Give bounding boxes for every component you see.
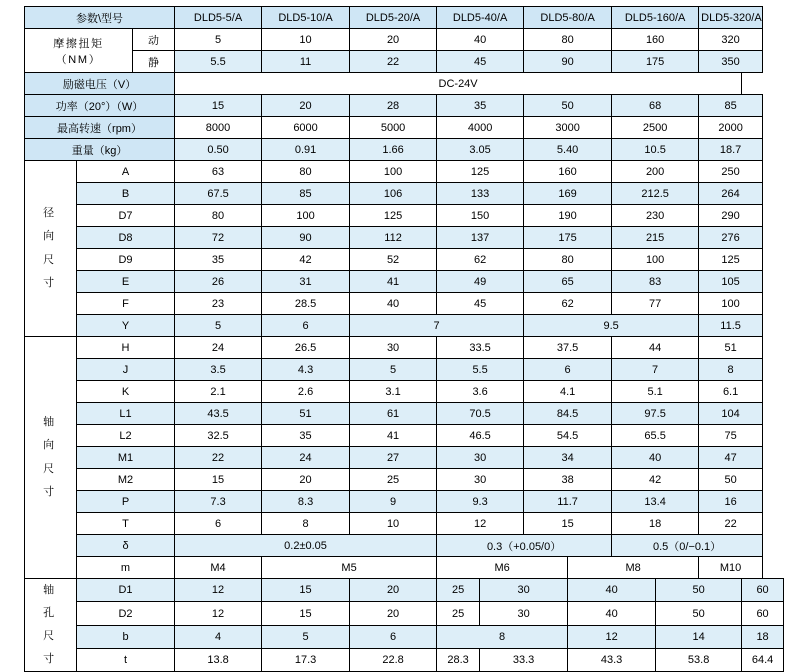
torque-static-2: 11 xyxy=(262,51,350,73)
bore-b-7: 18 xyxy=(742,625,784,648)
radial-e-5: 65 xyxy=(524,271,612,293)
radial-e-7: 105 xyxy=(699,271,763,293)
weight-7: 18.7 xyxy=(699,139,763,161)
axial-m-1: M4 xyxy=(175,557,262,579)
torque-static-5: 90 xyxy=(524,51,612,73)
radial-b-4: 133 xyxy=(437,183,524,205)
torque-dynamic-1: 5 xyxy=(175,29,262,51)
bore-t-1: 13.8 xyxy=(175,649,262,672)
power-3: 28 xyxy=(350,95,437,117)
radial-row-d9 xyxy=(25,249,784,271)
power-6: 68 xyxy=(612,95,699,117)
bore-t-6: 43.3 xyxy=(568,649,656,672)
radial-b-2: 85 xyxy=(262,183,350,205)
axial-row-j xyxy=(25,359,784,381)
table-header-row xyxy=(25,7,784,29)
radial-row-b xyxy=(25,183,784,205)
axial-p-4: 9.3 xyxy=(437,491,524,513)
axial-l1-5: 84.5 xyxy=(524,403,612,425)
radial-d9-2: 42 xyxy=(262,249,350,271)
torque-static-label: 静 xyxy=(133,51,175,73)
bore-d2-5: 30 xyxy=(480,602,568,625)
torque-static-3: 22 xyxy=(350,51,437,73)
bore-d2-3: 20 xyxy=(350,602,437,625)
axial-j-7: 8 xyxy=(699,359,763,381)
axial-l2-2: 35 xyxy=(262,425,350,447)
axial-l2-6: 65.5 xyxy=(612,425,699,447)
radial-label-d9: D9 xyxy=(77,249,175,271)
axial-t-6: 18 xyxy=(612,513,699,535)
bore-t-7: 53.8 xyxy=(656,649,742,672)
torque-dynamic-label: 动 xyxy=(133,29,175,51)
radial-d8-1: 72 xyxy=(175,227,262,249)
radial-d7-7: 290 xyxy=(699,205,763,227)
axial-k-4: 3.6 xyxy=(437,381,524,403)
specification-table xyxy=(24,6,784,672)
radial-b-5: 169 xyxy=(524,183,612,205)
bore-d1-3: 20 xyxy=(350,579,437,602)
radial-d7-1: 80 xyxy=(175,205,262,227)
bore-d1-1: 12 xyxy=(175,579,262,602)
axial-p-2: 8.3 xyxy=(262,491,350,513)
radial-f-4: 45 xyxy=(437,293,524,315)
radial-d9-5: 80 xyxy=(524,249,612,271)
speed-1: 8000 xyxy=(175,117,262,139)
bore-b-1: 4 xyxy=(175,625,262,648)
axial-t-4: 12 xyxy=(437,513,524,535)
bore-label-b: b xyxy=(77,625,175,648)
axial-l1-2: 51 xyxy=(262,403,350,425)
radial-e-1: 26 xyxy=(175,271,262,293)
radial-e-3: 41 xyxy=(350,271,437,293)
weight-1: 0.50 xyxy=(175,139,262,161)
power-7: 85 xyxy=(699,95,763,117)
axial-j-6: 7 xyxy=(612,359,699,381)
bore-b-5: 12 xyxy=(568,625,656,648)
axial-m1-2: 24 xyxy=(262,447,350,469)
bore-group-char-1: 轴 xyxy=(43,584,58,596)
radial-b-6: 212.5 xyxy=(612,183,699,205)
axial-t-2: 8 xyxy=(262,513,350,535)
bore-b-6: 14 xyxy=(656,625,742,648)
axial-h-4: 33.5 xyxy=(437,337,524,359)
power-row xyxy=(25,95,784,117)
axial-l1-1: 43.5 xyxy=(175,403,262,425)
bore-label-d1: D1 xyxy=(77,579,175,602)
voltage-row xyxy=(25,73,784,95)
axial-label-m: m xyxy=(77,557,175,579)
axial-row-m xyxy=(25,557,784,579)
torque-dynamic-6: 160 xyxy=(612,29,699,51)
radial-e-6: 83 xyxy=(612,271,699,293)
power-2: 20 xyxy=(262,95,350,117)
torque-static-7: 350 xyxy=(699,51,763,73)
axial-m2-5: 38 xyxy=(524,469,612,491)
radial-f-7: 100 xyxy=(699,293,763,315)
axial-m2-4: 30 xyxy=(437,469,524,491)
axial-j-4: 5.5 xyxy=(437,359,524,381)
axial-row-k xyxy=(25,381,784,403)
header-model-1: DLD5-5/A xyxy=(175,7,262,29)
torque-static-4: 45 xyxy=(437,51,524,73)
axial-j-5: 6 xyxy=(524,359,612,381)
axial-l2-7: 75 xyxy=(699,425,763,447)
radial-f-6: 77 xyxy=(612,293,699,315)
axial-label-j: J xyxy=(77,359,175,381)
axial-row-h xyxy=(25,337,784,359)
bore-row-b xyxy=(25,625,784,648)
axial-row-p xyxy=(25,491,784,513)
axial-label-m1: M1 xyxy=(77,447,175,469)
speed-3: 5000 xyxy=(350,117,437,139)
radial-d9-1: 35 xyxy=(175,249,262,271)
radial-group-char-2: 向 xyxy=(43,230,58,243)
radial-d9-6: 100 xyxy=(612,249,699,271)
header-model-7: DLD5-320/A xyxy=(699,7,763,29)
weight-6: 10.5 xyxy=(612,139,699,161)
voltage-label: 励磁电压（V） xyxy=(25,73,175,95)
axial-k-7: 6.1 xyxy=(699,381,763,403)
axial-label-l2: L2 xyxy=(77,425,175,447)
axial-delta-3: 0.5（0/−0.1） xyxy=(612,535,763,557)
bore-d2-6: 40 xyxy=(568,602,656,625)
bore-t-4: 28.3 xyxy=(437,649,480,672)
axial-m2-3: 25 xyxy=(350,469,437,491)
weight-4: 3.05 xyxy=(437,139,524,161)
bore-d2-2: 15 xyxy=(262,602,350,625)
weight-5: 5.40 xyxy=(524,139,612,161)
speed-2: 6000 xyxy=(262,117,350,139)
axial-p-5: 11.7 xyxy=(524,491,612,513)
weight-label: 重量（kg） xyxy=(25,139,175,161)
radial-group-char-4: 寸 xyxy=(43,276,58,289)
radial-y-5: 11.5 xyxy=(699,315,763,337)
axial-label-k: K xyxy=(77,381,175,403)
axial-m2-6: 42 xyxy=(612,469,699,491)
torque-static-6: 175 xyxy=(612,51,699,73)
axial-m1-6: 40 xyxy=(612,447,699,469)
axial-delta-2: 0.3（+0.05/0） xyxy=(437,535,612,557)
axial-t-5: 15 xyxy=(524,513,612,535)
radial-d8-4: 137 xyxy=(437,227,524,249)
radial-y-1: 5 xyxy=(175,315,262,337)
radial-f-2: 28.5 xyxy=(262,293,350,315)
axial-p-1: 7.3 xyxy=(175,491,262,513)
radial-f-3: 40 xyxy=(350,293,437,315)
axial-l2-3: 41 xyxy=(350,425,437,447)
bore-d2-7: 50 xyxy=(656,602,742,625)
axial-m-5: M10 xyxy=(699,557,763,579)
header-param-label: 参数\型号 xyxy=(25,7,175,29)
radial-d9-3: 52 xyxy=(350,249,437,271)
torque-static-row xyxy=(25,51,784,73)
bore-d1-7: 50 xyxy=(656,579,742,602)
speed-5: 3000 xyxy=(524,117,612,139)
radial-a-1: 63 xyxy=(175,161,262,183)
bore-t-3: 22.8 xyxy=(350,649,437,672)
axial-m2-7: 50 xyxy=(699,469,763,491)
radial-a-7: 250 xyxy=(699,161,763,183)
radial-d8-7: 276 xyxy=(699,227,763,249)
axial-m-4: M8 xyxy=(568,557,699,579)
axial-j-1: 3.5 xyxy=(175,359,262,381)
axial-label-l1: L1 xyxy=(77,403,175,425)
radial-group-label xyxy=(25,161,77,337)
axial-p-7: 16 xyxy=(699,491,763,513)
speed-row xyxy=(25,117,784,139)
radial-d7-3: 125 xyxy=(350,205,437,227)
radial-a-5: 160 xyxy=(524,161,612,183)
axial-l2-5: 54.5 xyxy=(524,425,612,447)
torque-dynamic-5: 80 xyxy=(524,29,612,51)
radial-d8-2: 90 xyxy=(262,227,350,249)
torque-group-line2: （NM） xyxy=(55,53,102,66)
power-label: 功率（20°）（W） xyxy=(25,95,175,117)
bore-row-t xyxy=(25,649,784,672)
radial-f-1: 23 xyxy=(175,293,262,315)
bore-t-8: 64.4 xyxy=(742,649,784,672)
radial-row-f xyxy=(25,293,784,315)
axial-m-2: M5 xyxy=(262,557,437,579)
axial-h-7: 51 xyxy=(699,337,763,359)
radial-y-3: 7 xyxy=(350,315,524,337)
radial-d8-6: 215 xyxy=(612,227,699,249)
radial-group-char-3: 尺 xyxy=(43,253,58,266)
radial-label-d8: D8 xyxy=(77,227,175,249)
axial-l1-4: 70.5 xyxy=(437,403,524,425)
axial-t-1: 6 xyxy=(175,513,262,535)
header-model-2: DLD5-10/A xyxy=(262,7,350,29)
bore-d1-2: 15 xyxy=(262,579,350,602)
radial-label-y: Y xyxy=(77,315,175,337)
axial-label-h: H xyxy=(77,337,175,359)
axial-row-delta xyxy=(25,535,784,557)
radial-d7-2: 100 xyxy=(262,205,350,227)
axial-group-char-1: 轴 xyxy=(43,416,58,429)
bore-d2-1: 12 xyxy=(175,602,262,625)
radial-label-f: F xyxy=(77,293,175,315)
radial-b-7: 264 xyxy=(699,183,763,205)
speed-7: 2000 xyxy=(699,117,763,139)
radial-e-4: 49 xyxy=(437,271,524,293)
axial-label-m2: M2 xyxy=(77,469,175,491)
axial-group-char-2: 向 xyxy=(43,439,58,452)
axial-group-label xyxy=(25,337,77,579)
axial-k-1: 2.1 xyxy=(175,381,262,403)
bore-d1-4: 25 xyxy=(437,579,480,602)
axial-m1-4: 30 xyxy=(437,447,524,469)
axial-j-3: 5 xyxy=(350,359,437,381)
header-model-4: DLD5-40/A xyxy=(437,7,524,29)
voltage-value: DC-24V xyxy=(175,73,742,95)
radial-label-e: E xyxy=(77,271,175,293)
axial-m1-7: 47 xyxy=(699,447,763,469)
axial-row-l2 xyxy=(25,425,784,447)
radial-group-char-1: 径 xyxy=(43,207,58,220)
bore-b-2: 5 xyxy=(262,625,350,648)
radial-a-3: 100 xyxy=(350,161,437,183)
speed-6: 2500 xyxy=(612,117,699,139)
bore-group-label xyxy=(25,579,77,672)
radial-row-y xyxy=(25,315,784,337)
radial-a-6: 200 xyxy=(612,161,699,183)
axial-k-2: 2.6 xyxy=(262,381,350,403)
radial-y-4: 9.5 xyxy=(524,315,699,337)
header-model-3: DLD5-20/A xyxy=(350,7,437,29)
bore-t-2: 17.3 xyxy=(262,649,350,672)
axial-m2-1: 15 xyxy=(175,469,262,491)
power-4: 35 xyxy=(437,95,524,117)
bore-group-char-2: 孔 xyxy=(43,607,58,620)
torque-group-label xyxy=(25,29,133,73)
axial-l2-4: 46.5 xyxy=(437,425,524,447)
axial-k-3: 3.1 xyxy=(350,381,437,403)
bore-d1-8: 60 xyxy=(742,579,784,602)
axial-l1-7: 104 xyxy=(699,403,763,425)
bore-b-3: 6 xyxy=(350,625,437,648)
speed-label: 最高转速（rpm） xyxy=(25,117,175,139)
power-1: 15 xyxy=(175,95,262,117)
radial-row-d7 xyxy=(25,205,784,227)
speed-4: 4000 xyxy=(437,117,524,139)
axial-group-char-4: 寸 xyxy=(43,485,58,498)
torque-group-line1: 摩擦扭矩 xyxy=(53,37,104,50)
radial-f-5: 62 xyxy=(524,293,612,315)
radial-b-3: 106 xyxy=(350,183,437,205)
axial-m1-1: 22 xyxy=(175,447,262,469)
axial-m2-2: 20 xyxy=(262,469,350,491)
axial-row-m1 xyxy=(25,447,784,469)
torque-static-1: 5.5 xyxy=(175,51,262,73)
axial-h-3: 30 xyxy=(350,337,437,359)
bore-group-char-3: 尺 xyxy=(43,630,58,643)
weight-3: 1.66 xyxy=(350,139,437,161)
radial-label-b: B xyxy=(77,183,175,205)
axial-j-2: 4.3 xyxy=(262,359,350,381)
radial-d8-3: 112 xyxy=(350,227,437,249)
axial-h-5: 37.5 xyxy=(524,337,612,359)
radial-d9-4: 62 xyxy=(437,249,524,271)
radial-b-1: 67.5 xyxy=(175,183,262,205)
axial-label-delta: δ xyxy=(77,535,175,557)
radial-row-e xyxy=(25,271,784,293)
weight-row xyxy=(25,139,784,161)
bore-d2-8: 60 xyxy=(742,602,784,625)
axial-l1-3: 61 xyxy=(350,403,437,425)
axial-t-7: 22 xyxy=(699,513,763,535)
torque-dynamic-4: 40 xyxy=(437,29,524,51)
torque-dynamic-2: 10 xyxy=(262,29,350,51)
axial-h-2: 26.5 xyxy=(262,337,350,359)
torque-dynamic-3: 20 xyxy=(350,29,437,51)
axial-l2-1: 32.5 xyxy=(175,425,262,447)
torque-dynamic-7: 320 xyxy=(699,29,763,51)
radial-label-a: A xyxy=(77,161,175,183)
axial-t-3: 10 xyxy=(350,513,437,535)
radial-y-2: 6 xyxy=(262,315,350,337)
bore-d2-4: 25 xyxy=(437,602,480,625)
header-model-6: DLD5-160/A xyxy=(612,7,699,29)
power-5: 50 xyxy=(524,95,612,117)
axial-row-l1 xyxy=(25,403,784,425)
bore-b-4: 8 xyxy=(437,625,568,648)
axial-k-5: 4.1 xyxy=(524,381,612,403)
axial-label-t: T xyxy=(77,513,175,535)
bore-row-d1 xyxy=(25,579,784,602)
radial-row-d8 xyxy=(25,227,784,249)
axial-k-6: 5.1 xyxy=(612,381,699,403)
bore-label-t: t xyxy=(77,649,175,672)
axial-m-3: M6 xyxy=(437,557,568,579)
axial-p-3: 9 xyxy=(350,491,437,513)
axial-m1-5: 34 xyxy=(524,447,612,469)
radial-d7-4: 150 xyxy=(437,205,524,227)
radial-label-d7: D7 xyxy=(77,205,175,227)
bore-row-d2 xyxy=(25,602,784,625)
bore-d1-6: 40 xyxy=(568,579,656,602)
radial-d7-6: 230 xyxy=(612,205,699,227)
axial-h-1: 24 xyxy=(175,337,262,359)
axial-delta-1: 0.2±0.05 xyxy=(175,535,437,557)
axial-label-p: P xyxy=(77,491,175,513)
axial-row-t xyxy=(25,513,784,535)
radial-d8-5: 175 xyxy=(524,227,612,249)
axial-group-char-3: 尺 xyxy=(43,462,58,475)
radial-e-2: 31 xyxy=(262,271,350,293)
radial-d7-5: 190 xyxy=(524,205,612,227)
axial-l1-6: 97.5 xyxy=(612,403,699,425)
bore-group-char-4: 寸 xyxy=(43,653,58,666)
axial-p-6: 13.4 xyxy=(612,491,699,513)
radial-row-a xyxy=(25,161,784,183)
bore-label-d2: D2 xyxy=(77,602,175,625)
radial-a-4: 125 xyxy=(437,161,524,183)
bore-t-5: 33.3 xyxy=(480,649,568,672)
radial-a-2: 80 xyxy=(262,161,350,183)
axial-row-m2 xyxy=(25,469,784,491)
axial-m1-3: 27 xyxy=(350,447,437,469)
header-model-5: DLD5-80/A xyxy=(524,7,612,29)
bore-d1-5: 30 xyxy=(480,579,568,602)
torque-dynamic-row xyxy=(25,29,784,51)
radial-d9-7: 125 xyxy=(699,249,763,271)
weight-2: 0.91 xyxy=(262,139,350,161)
axial-h-6: 44 xyxy=(612,337,699,359)
